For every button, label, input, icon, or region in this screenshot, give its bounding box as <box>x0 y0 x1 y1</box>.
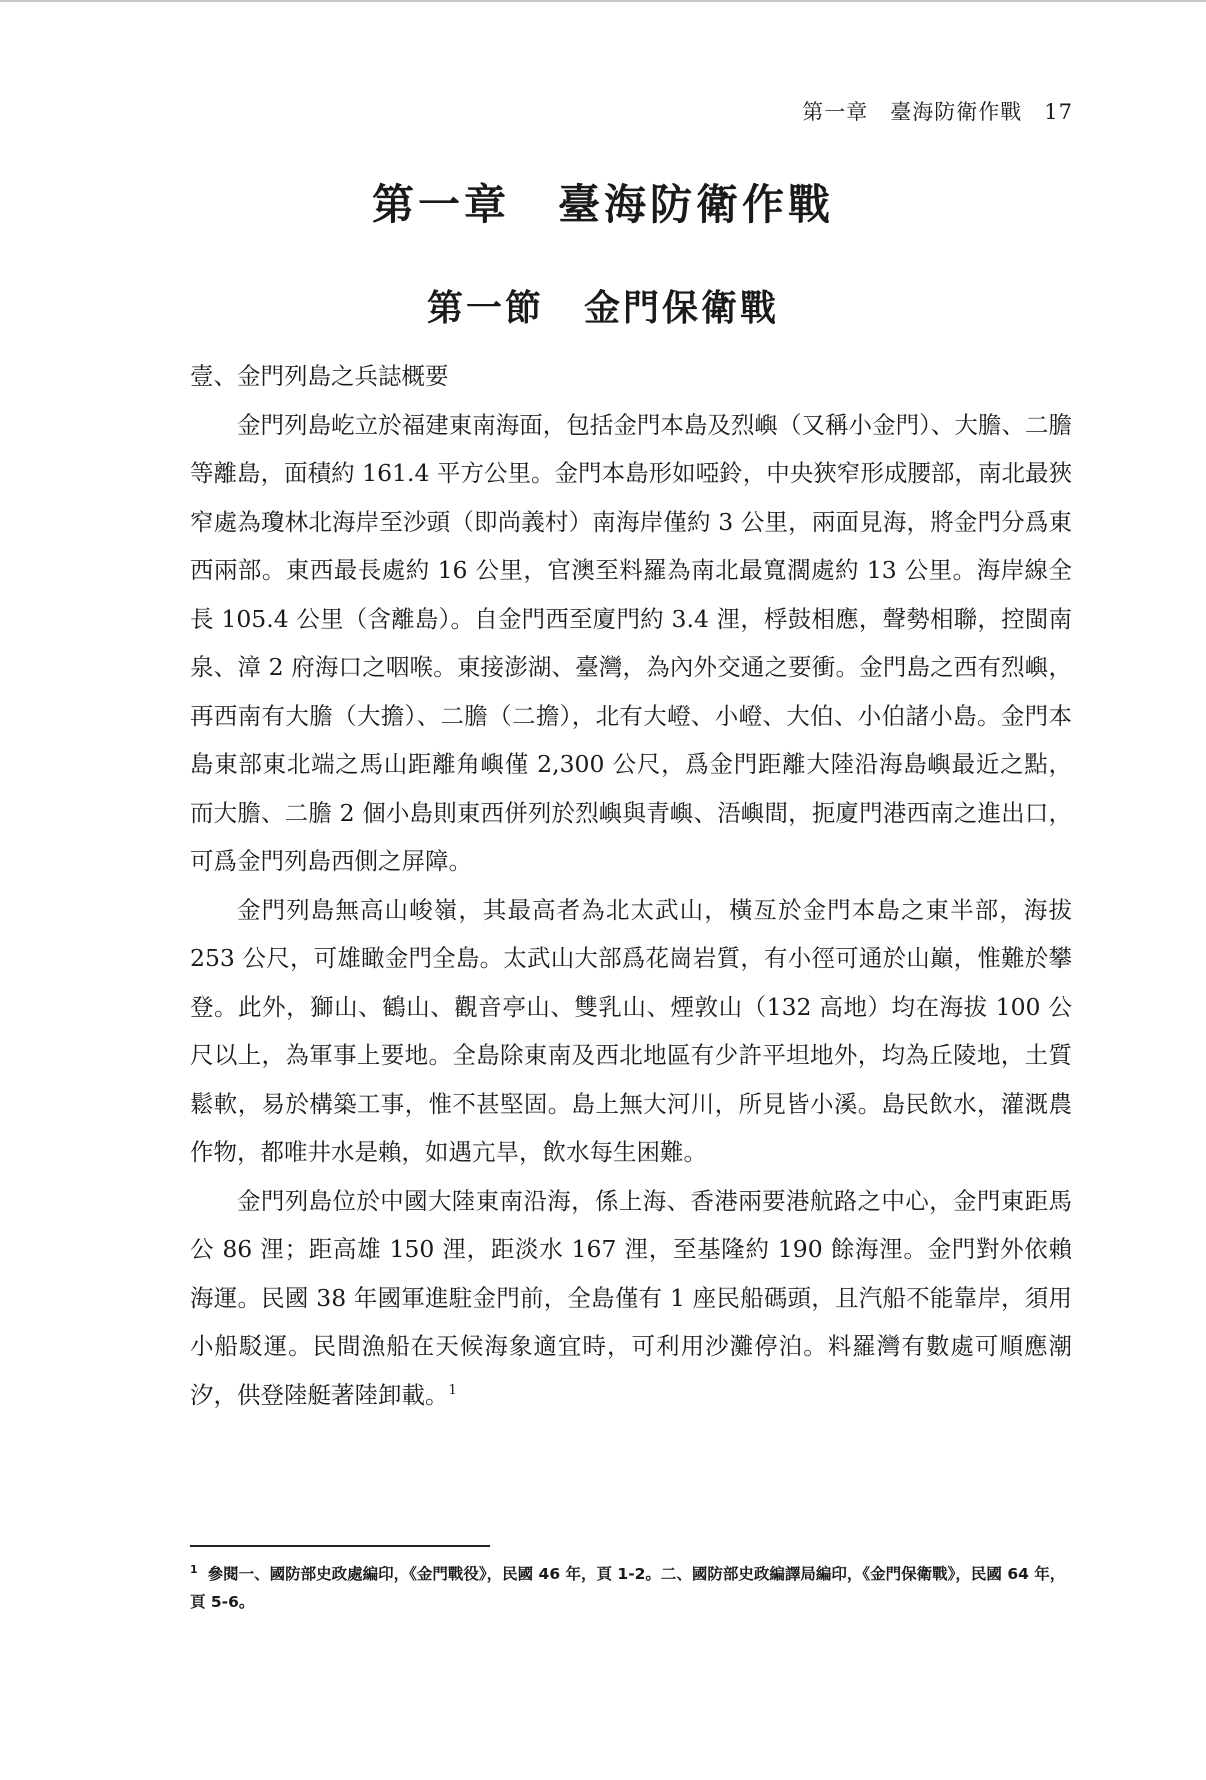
running-header <box>802 96 1073 126</box>
section-title <box>0 280 1206 331</box>
subheading: 壹、金門列島之兵誌概要 <box>190 362 449 390</box>
paragraph-1: 金門列島屹立於福建東南海面，包括金門本島及烈嶼（又稱小金門）、大膽、二膽等離島，面積約 161.4 平方公里。金門本島形如啞鈴，中央狹窄形成腰部，南北最狹窄處為瓊林北海岸至沙頭（即尚義村）南海岸僅約 3 公里，兩面見海，將金門分爲東西兩部。東西最長處約 16 公里，官澳至料羅為南北最寬濶處約 13 公里。海岸線全長 105.4 公里（含離島）。自金門西至廈門約 3.4 浬，桴鼓相應，聲勢相聯，控閩南泉、漳 2 府海口之咽喉。東接澎湖、臺灣，為內外交通之要衝。金門島之西有烈嶼，再西南有大膽（大擔）、二膽（二擔），北有大嶝、小嶝、大伯、小伯諸小島。金門本島東部東北端之馬山距離角嶼僅 2,300 公尺，爲金門距離大陸沿海島嶼最近之點， 而大膽、二膽 2 個小島則東西併列於烈嶼與青嶼、浯嶼間，扼廈門港西南之進出口，可爲金門列島西側之屏障。 <box>190 410 1072 875</box>
running-header-title: 臺海防衛作戰 <box>890 100 1023 124</box>
footnote-text: 參閱一、國防部史政處編印，《金門戰役》，民國 46 年，頁 1-2。二、國防部史政編譯局編印，《金門保衛戰》，民國 64 年，頁 5-6。 <box>190 1565 1066 1612</box>
paragraph-2: 金門列島無高山峻嶺，其最高者為北太武山，橫亙於金門本島之東半部，海拔 253 公尺，可雄瞰金門全島。太武山大部爲花崗岩質，有小徑可通於山巔，惟難於攀登。此外，獅山、鶴山、觀音亭山、雙乳山、煙敦山（132 高地）均在海拔 100 公尺以上，為軍事上要地。全島除東南及西北地區有少許平坦地外，均為丘陵地，土質鬆軟，易於構築工事，惟不甚堅固。島上無大河川，所見皆小溪。島民飲水，灌溉農作物，都唯井水是賴，如遇亢旱，飲水每生困難。 <box>190 895 1072 1166</box>
chapter-name: 臺海防衛作戰 <box>558 180 835 229</box>
chapter-title <box>0 172 1206 232</box>
chapter-label: 第一章 <box>371 180 510 229</box>
page-number: 17 <box>1044 100 1073 124</box>
footnote-reference: 1 <box>448 1382 457 1398</box>
body-text <box>190 352 1072 1419</box>
page-top-edge <box>0 0 1206 2</box>
footnote-divider <box>190 1545 490 1547</box>
section-label: 第一節 <box>426 287 544 329</box>
paragraph-3 <box>190 1177 1072 1420</box>
running-header-chapter: 第一章 <box>802 100 869 124</box>
section-name: 金門保衛戰 <box>584 287 780 329</box>
footnote-number: 1 <box>190 1563 198 1576</box>
paragraph-3-text: 金門列島位於中國大陸東南沿海，係上海、香港兩要港航路之中心，金門東距馬公 86 浬；距高雄 150 浬，距淡水 167 浬，至基隆約 190 餘海浬。金門對外依賴海運。民國 38 年國軍進駐金門前，全島僅有 1 座民船碼頭，且汽船不能靠岸，須用小船駁運。民間漁船在天候海象適宜時，可利用沙灘停泊。料羅灣有數處可順應潮汐，供登陸艇著陸卸載。 <box>190 1186 1072 1409</box>
footnote <box>190 1556 1070 1616</box>
